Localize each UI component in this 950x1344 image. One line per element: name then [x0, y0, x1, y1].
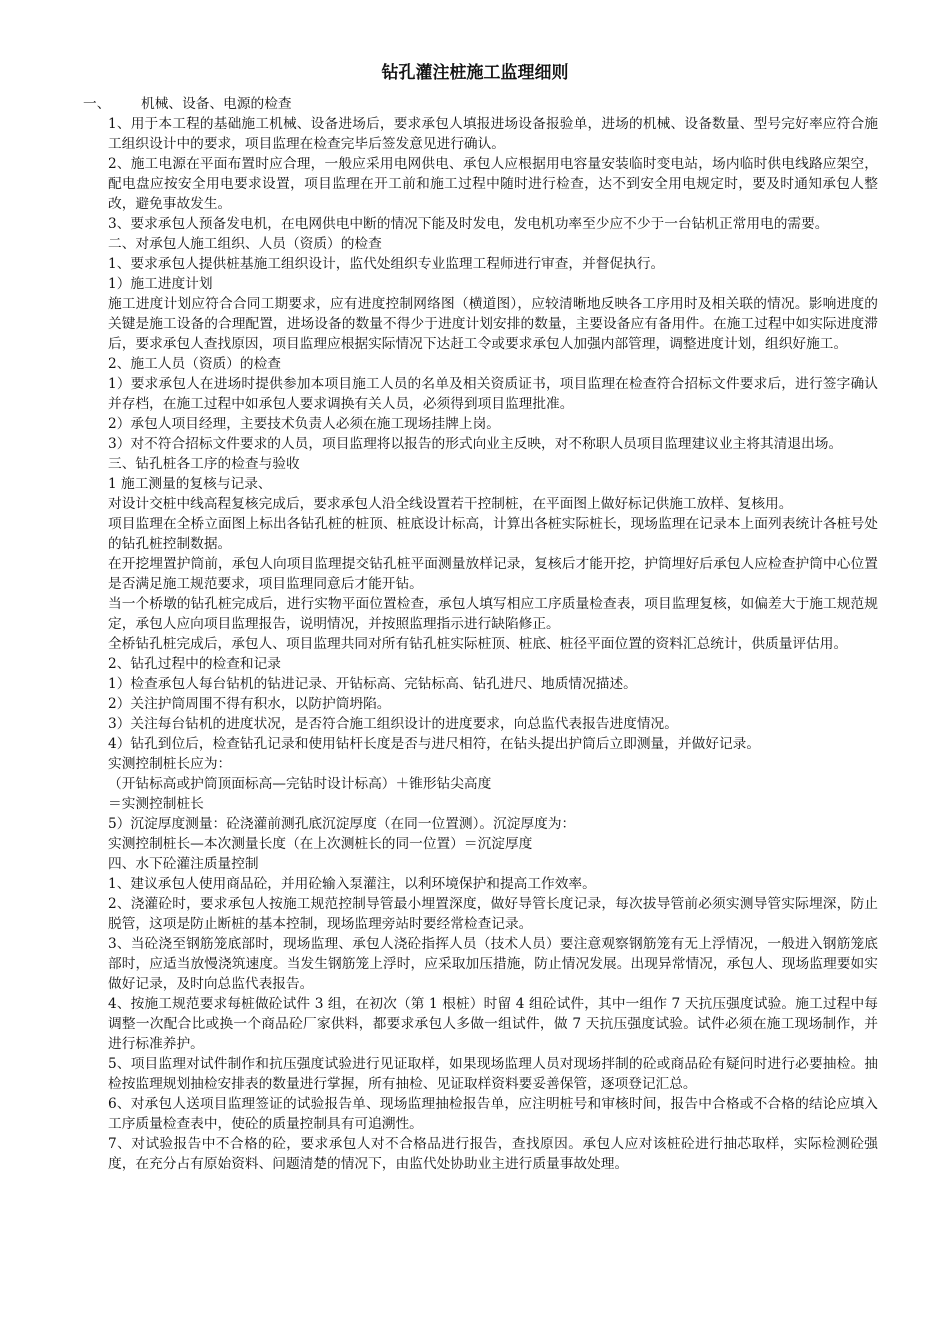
section-number: 一、: [83, 96, 111, 112]
body-paragraph: 四、水下砼灌注质量控制: [108, 856, 259, 872]
body-paragraph: 2、钻孔过程中的检查和记录: [108, 656, 281, 672]
body-paragraph: 当一个桥墩的钻孔桩完成后，进行实物平面位置检查，承包人填写相应工序质量检查表，项目监理复核，如偏差大于施工规范规定，承包人应向项目监理报告，说明情况，并按照监理指示进行缺陷修正。: [108, 596, 878, 632]
body-paragraph: 实测控制桩长—本次测量长度（在上次测桩长的同一位置）＝沉淀厚度: [108, 836, 533, 852]
body-paragraph: 三、钻孔桩各工序的检查与验收: [108, 456, 300, 472]
body-paragraph: 7、对试验报告中不合格的砼，要求承包人对不合格品进行报告，查找原因。承包人应对该桩砼进行抽芯取样，实际检测砼强度，在充分占有原始资料、问题清楚的情况下，由监代处协助业主进行质量事故处理。: [108, 1136, 878, 1172]
document-title: 钻孔灌注桩施工监理细则: [381, 63, 569, 83]
body-paragraph: 2）承包人项目经理，主要技术负责人必须在施工现场挂牌上岗。: [108, 416, 500, 432]
body-paragraph: ＝实测控制桩长: [108, 796, 204, 812]
body-paragraph: 3、当砼浇至钢筋笼底部时，现场监理、承包人浇砼指挥人员（技术人员）要注意观察钢筋笼有无上浮情况，一般进入钢筋笼底部时，应适当放慢浇筑速度。当发生钢筋笼上浮时，应采取加压措施，防止情况发展。出现异常情况，承包人、现场监理要如实做好记录，及时向总监代表报告。: [108, 936, 878, 992]
body-paragraph: 3、要求承包人预备发电机，在电网供电中断的情况下能及时发电，发电机功率至少应不少于一台钻机正常用电的需要。: [108, 216, 829, 232]
body-paragraph: 1、建议承包人使用商品砼，并用砼输入泵灌注，以利环境保护和提高工作效率。: [108, 876, 596, 892]
body-paragraph: 4、按施工规范要求每桩做砼试件 3 组，在初次（第 1 根桩）时留 4 组砼试件，其中一组作 7 天抗压强度试验。施工过程中每调整一次配合比或换一个商品砼厂家供料，都要求承包人多做一组试件，做 7 天抗压强度试验。试件必须在施工现场制作，并进行标准养护。: [108, 996, 878, 1052]
body-paragraph: 1 施工测量的复核与记录、: [108, 476, 272, 492]
body-paragraph: 对设计交桩中线高程复核完成后，要求承包人沿全线设置若干控制桩，在平面图上做好标记供施工放样、复核用。: [108, 496, 793, 512]
body-paragraph: 6、对承包人送项目监理签证的试验报告单、现场监理抽检报告单，应注明桩号和审核时间，报告中合格或不合格的结论应填入工序质量检查表中，使砼的质量控制具有可追溯性。: [108, 1096, 878, 1132]
body-paragraph: 在开挖埋置护筒前，承包人向项目监理提交钻孔桩平面测量放样记录，复核后才能开挖，护筒埋好后承包人应检查护筒中心位置是否满足施工规范要求，项目监理同意后才能开钻。: [108, 556, 878, 592]
body-paragraph: 全桥钻孔桩完成后，承包人、项目监理共同对所有钻孔桩实际桩顶、桩底、桩径平面位置的资料汇总统计，供质量评估用。: [108, 636, 848, 652]
body-paragraph: 2、施工电源在平面布置时应合理，一般应采用电网供电、承包人应根据用电容量安装临时变电站，场内临时供电线路应架空，配电盘应按安全用电要求设置，项目监理在开工前和施工过程中随时进行检查，达不到安全用电规定时，要及时通知承包人整改，避免事故发生。: [108, 156, 878, 212]
body-paragraph: 项目监理在全桥立面图上标出各钻孔桩的桩顶、桩底设计标高，计算出各桩实际桩长，现场监理在记录本上面列表统计各桩号处的钻孔桩控制数据。: [108, 516, 878, 552]
body-paragraph: 3）对不符合招标文件要求的人员，项目监理将以报告的形式向业主反映，对不称职人员项目监理建议业主将其清退出场。: [108, 436, 843, 452]
body-paragraph: 3）关注每台钻机的进度状况，是否符合施工组织设计的进度要求，向总监代表报告进度情况。: [108, 716, 678, 732]
body-paragraph: 1、用于本工程的基础施工机械、设备进场后，要求承包人填报进场设备报验单，进场的机械、设备数量、型号完好率应符合施工组织设计中的要求，项目监理在检查完毕后签发意见进行确认。: [108, 116, 878, 152]
body-paragraph: 5）沉淀厚度测量：砼浇灌前测孔底沉淀厚度（在同一位置测）。沉淀厚度为：: [108, 816, 576, 832]
body-paragraph: 2）关注护筒周围不得有积水，以防护筒坍陷。: [108, 696, 391, 712]
body-paragraph: 1）要求承包人在进场时提供参加本项目施工人员的名单及相关资质证书，项目监理在检查符合招标文件要求后，进行签字确认并存档，在施工过程中如承包人要求调换有关人员，必须得到项目监理批准。: [108, 376, 878, 412]
body-paragraph: 1、要求承包人提供桩基施工组织设计，监代处组织专业监理工程师进行审查，并督促执行。: [108, 256, 665, 272]
body-paragraph: 实测控制桩长应为：: [108, 756, 232, 772]
body-paragraph: 施工进度计划应符合合同工期要求，应有进度控制网络图（横道图），应较清晰地反映各工序用时及相关联的情况。影响进度的关键是施工设备的合理配置，进场设备的数量不得少于进度计划安排的数量，主要设备应有备用件。在施工过程中如实际进度滞后，要求承包人查找原因，项目监理应根据实际情况下达赶工令或要求承包人加强内部管理，调整进度计划，组织好施工。: [108, 296, 878, 352]
body-paragraph: 2、施工人员（资质）的检查: [108, 356, 281, 372]
section-title: 机械、设备、电源的检查: [141, 96, 292, 112]
body-paragraph: 1）检查承包人每台钻机的钻进记录、开钻标高、完钻标高、钻孔进尺、地质情况描述。: [108, 676, 637, 692]
document-body: [108, 114, 878, 1174]
body-paragraph: （开钻标高或护筒顶面标高—完钻时设计标高）＋锥形钻尖高度: [108, 776, 492, 792]
body-paragraph: 5、项目监理对试件制作和抗压强度试验进行见证取样，如果现场监理人员对现场拌制的砼或商品砼有疑问时进行必要抽检。抽检按监理规划抽检安排表的数量进行掌握，所有抽检、见证取样资料要妥善保管，逐项登记汇总。: [108, 1056, 878, 1092]
body-paragraph: 2、浇灌砼时，要求承包人按施工规范控制导管最小埋置深度，做好导管长度记录，每次拔导管前必须实测导管实际埋深，防止脱管，这项是防止断桩的基本控制，现场监理旁站时要经常检查记录。: [108, 896, 878, 932]
body-paragraph: 4）钻孔到位后，检查钻孔记录和使用钻杆长度是否与进尺相符，在钻头提出护筒后立即测量，并做好记录。: [108, 736, 761, 752]
body-paragraph: 二、对承包人施工组织、人员（资质）的检查: [108, 236, 382, 252]
body-paragraph: 1）施工进度计划: [108, 276, 213, 292]
section-heading-1: [83, 94, 883, 114]
